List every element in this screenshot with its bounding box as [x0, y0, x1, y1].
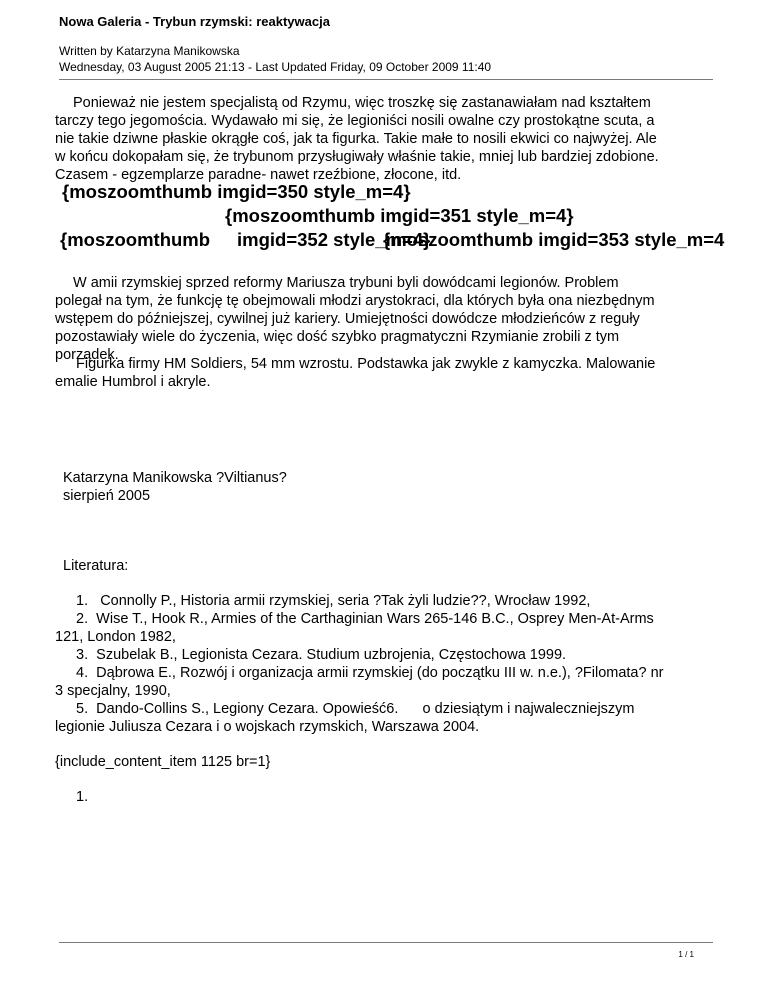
reference-text: Dąbrowa E., Rozwój i organizacja armii rzymskiej (do początku III w. n.e.), ?Filomata? nr [96, 665, 664, 681]
intro-line: Czasem - egzemplarze paradne- nawet rzeźbione, złocone, itd. [55, 167, 462, 183]
include-content-tag: {include_content_item 1125 br=1} [55, 754, 271, 770]
reference-number: 1. [76, 593, 89, 609]
zoom-tag-350: {moszoomthumb imgid=350 style_m=4} [62, 181, 411, 202]
zoom-tag-351: {moszoomthumb imgid=351 style_m=4} [225, 205, 574, 226]
paragraph-line: emalie Humbrol i akryle. [55, 374, 211, 390]
intro-line: nie takie dziwne płaskie okrągłe coś, jak ta figurka. Takie małe to nosili ekwici co najwyżej. Ale [55, 131, 657, 147]
reference-text: Connolly P., Historia armii rzymskiej, seria ?Tak żyli ludzie??, Wrocław 1992, [100, 593, 591, 609]
reference-number: 4. [76, 665, 89, 681]
footer-divider [59, 942, 713, 943]
paragraph-line: wstępem do późniejszej, cywilnej już kariery. Umiejętności dowódcze młodzieńców z reguły [55, 311, 640, 327]
reference-item [76, 701, 635, 717]
reference-number: 5. [76, 701, 89, 717]
reference-continuation: 121, London 1982, [55, 629, 176, 645]
reference-number: 2. [76, 611, 89, 627]
signature-date: sierpień 2005 [63, 488, 151, 504]
trailing-list-item: 1. [76, 789, 89, 805]
paragraph-line: W amii rzymskiej sprzed reformy Mariusza trybuni byli dowódcami legionów. Problem [73, 275, 619, 291]
page-number: 1 / 1 [678, 950, 694, 959]
signature-author: Katarzyna Manikowska ?Viltianus? [63, 470, 287, 486]
date-line: Wednesday, 03 August 2005 21:13 - Last Updated Friday, 09 October 2009 11:40 [59, 60, 492, 74]
reference-number: 3. [76, 647, 89, 663]
intro-line: tarczy tego jegomościa. Wydawało mi się, że legioniści nosili owalne czy prostokątne scuta, a [55, 113, 655, 129]
zoom-tag-353: {moszoomthumb imgid=353 style_m=4 [383, 229, 725, 250]
page-title: Nowa Galeria - Trybun rzymski: reaktywacja [59, 14, 330, 29]
reference-item [76, 647, 566, 663]
reference-text: Dando-Collins S., Legiony Cezara. Opowieść6. o dziesiątym i najwaleczniejszym [96, 701, 635, 717]
author-line: Written by Katarzyna Manikowska [59, 44, 240, 58]
reference-continuation: 3 specjalny, 1990, [55, 683, 171, 699]
header-divider [59, 79, 713, 80]
literature-heading: Literatura: [63, 558, 129, 574]
reference-text: Wise T., Hook R., Armies of the Carthaginian Wars 265-146 B.C., Osprey Men-At-Arms [96, 611, 654, 627]
paragraph-line: porządek. [55, 347, 119, 363]
reference-item [76, 665, 663, 681]
paragraph-line: Figurka firmy HM Soldiers, 54 mm wzrostu. Podstawka jak zwykle z kamyczka. Malowanie [76, 356, 656, 372]
zoom-tag-352: {moszoomthumb [60, 229, 211, 250]
reference-continuation: legionie Juliusza Cezara i o wojskach rzymskich, Warszawa 2004. [55, 719, 480, 735]
reference-item [76, 593, 590, 609]
reference-text: Szubelak B., Legionista Cezara. Studium uzbrojenia, Częstochowa 1999. [96, 647, 567, 663]
paragraph-line: pozostawiały wiele do życzenia, więc dość szybko pragmatyczni Rzymianie zrobili z tym [55, 329, 620, 345]
reference-item [76, 611, 654, 627]
intro-line: w końcu dokopałam się, że trybunom przysługiwały właśnie takie, mniej lub bardziej zdobione. [55, 149, 659, 165]
zoom-tag-352-rest: imgid=352 style_m=4} [237, 229, 431, 250]
intro-line: Ponieważ nie jestem specjalistą od Rzymu, więc troszkę się zastanawiałam nad kształtem [73, 95, 651, 111]
paragraph-line: polegał na tym, że funkcję tę obejmowali młodzi arystokraci, dla których była ona niezbędnym [55, 293, 655, 309]
